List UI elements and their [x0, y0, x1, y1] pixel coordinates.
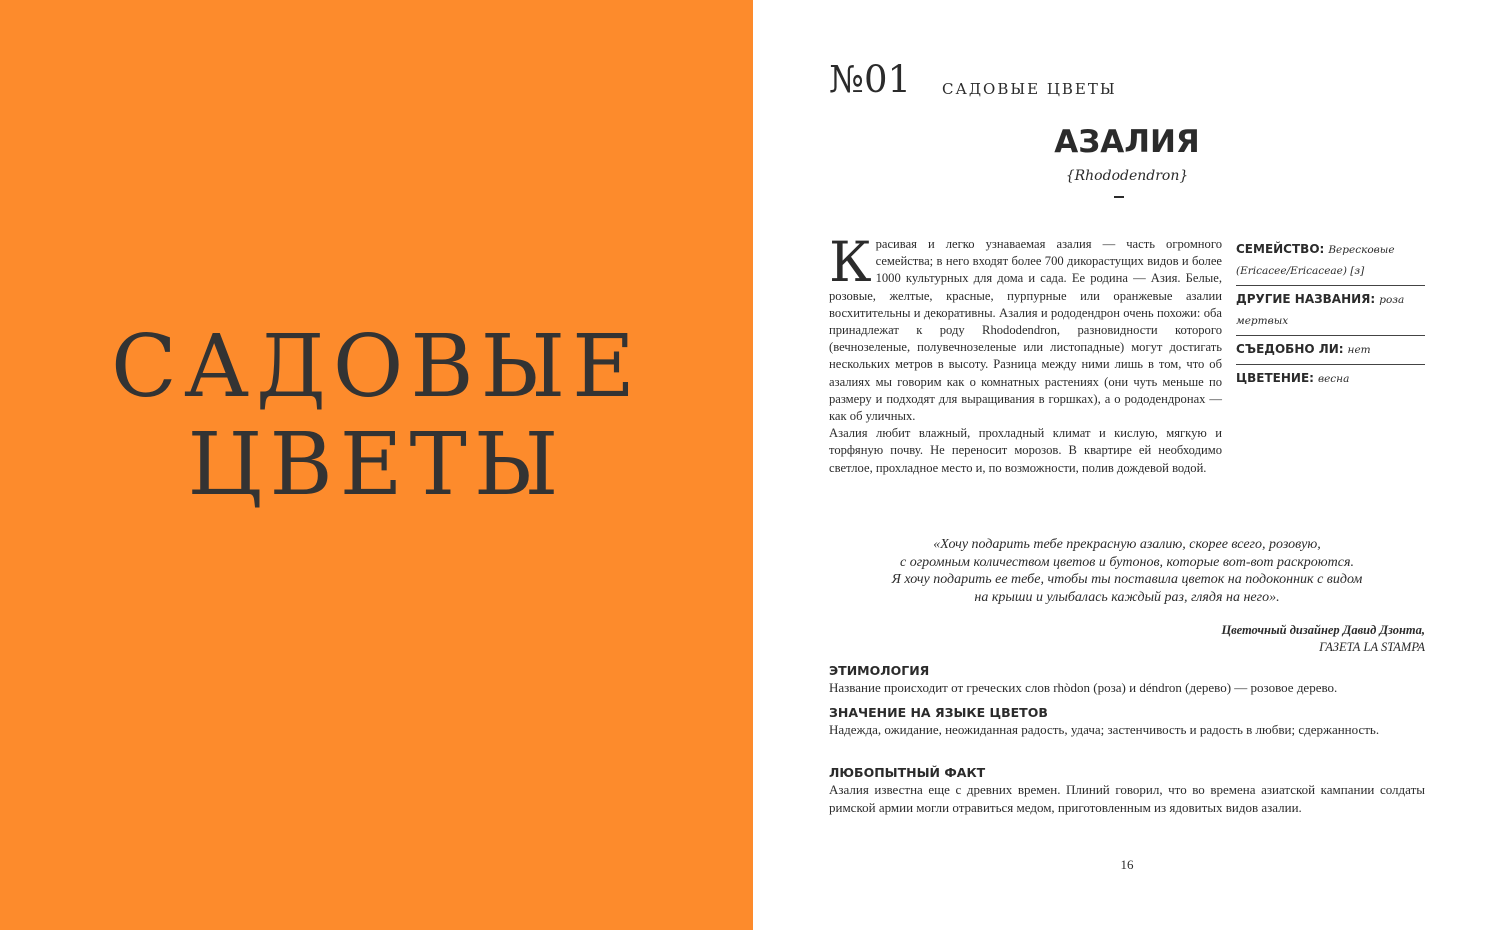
info-value: весна: [1317, 373, 1350, 385]
quote-line-2: с огромным количеством цветов и бутонов, которые вот-вот раскроются.: [900, 554, 1354, 570]
latin-name: {Rhododendron}: [1065, 168, 1189, 184]
info-value: Вересковые (Ericaceе/Ericaceae) [з]: [1236, 244, 1395, 277]
page-number: 16: [1120, 857, 1134, 872]
description-paragraph-2: Азалия любит влажный, прохладный климат и кислую, мягкую и торфяную почву. Не переносит морозов. В квартире ей необходимо светлое, прохладное место и, по возможности, полив дождевой водой.: [829, 426, 1222, 475]
info-row-bloom: [1236, 365, 1425, 393]
etymology-heading: ЭТИМОЛОГИЯ: [829, 663, 930, 678]
quote-line-4: на крыши и улыбалась каждый раз, глядя на него».: [974, 589, 1280, 605]
fact-section: [829, 764, 1425, 816]
info-label: ЦВЕТЕНИЕ:: [1236, 371, 1314, 385]
info-label: СЕМЕЙСТВО:: [1236, 242, 1325, 256]
plant-name: АЗАЛИЯ: [1054, 124, 1200, 160]
quote: [829, 536, 1425, 606]
chapter-number: №01: [829, 58, 912, 101]
info-value: нет: [1347, 344, 1371, 356]
info-row-edible: [1236, 336, 1425, 365]
quote-author: Цветочный дизайнер Давид Дзонта,: [1221, 623, 1425, 637]
meaning-text: Надежда, ожидание, неожиданная радость, удача; застенчивость и радость в любви; сдержанность.: [829, 722, 1380, 737]
left-page-orange: [0, 0, 753, 930]
info-label: СЪЕДОБНО ЛИ:: [1236, 342, 1344, 356]
quote-line-1: «Хочу подарить тебе прекрасную азалию, скорее всего, розовую,: [933, 537, 1321, 552]
fact-text: Азалия известна еще с древних времен. Плиний говорил, что во времена азиатской кампании солдаты римской армии могли отравиться медом, приготовленным из ядовитых видов азалии.: [829, 782, 1425, 815]
fact-heading: ЛЮБОПЫТНЫЙ ФАКТ: [829, 765, 986, 780]
quote-source: ГАЗЕТА LA STAMPA: [1319, 640, 1425, 654]
chapter-title-line-2: ЦВЕТЫ: [187, 415, 566, 515]
description-text: [829, 230, 1222, 477]
etymology-section: [829, 662, 1425, 697]
meaning-heading: ЗНАЧЕНИЕ НА ЯЗЫКЕ ЦВЕТОВ: [829, 705, 1048, 720]
right-page: [753, 0, 1507, 930]
drop-cap: К: [829, 230, 872, 294]
meaning-section: [829, 704, 1425, 739]
title-divider: [1114, 196, 1124, 198]
chapter-title-line-1: САДОВЫЕ: [111, 317, 642, 417]
info-row-other-names: [1236, 286, 1425, 336]
info-row-family: [1236, 236, 1425, 286]
info-sidebar: [1236, 236, 1425, 393]
quote-line-3: Я хочу подарить ее тебе, чтобы ты поставила цветок на подоконник с видом: [891, 572, 1363, 587]
info-label: ДРУГИЕ НАЗВАНИЯ:: [1236, 292, 1376, 306]
etymology-text: Название происходит от греческих слов rhòdon (роза) и déndron (дерево) — розовое дерево.: [829, 680, 1338, 695]
chapter-label: САДОВЫЕ ЦВЕТЫ: [942, 80, 1117, 98]
quote-attribution: [829, 622, 1425, 656]
chapter-title: [0, 318, 753, 514]
description-paragraph-1: расивая и легко узнаваемая азалия — часть огромного семейства; в него входят более 700 дикорастущих видов и более 1000 культурных для дома и сада. Ее родина — Азия. Белые, розовые, желтые, красные, пурпурные или оранжевые азалии восхитительны и декоративны. Азалия и рододендрон очень похожи: оба принадлежат к роду Rhododendron, разновидности которого (вечнозеленые, полувечнозеленые или листопадные) могут достигать нескольких метров в высоту. Разница между ними лишь в том, что об азалиях мы говорим как о комнатных растениях (они чуть меньше по размеру и подходят для выращивания в горшках), а о рододендронах — как об уличных.: [829, 237, 1222, 424]
info-value: роза мертвых: [1236, 294, 1405, 327]
